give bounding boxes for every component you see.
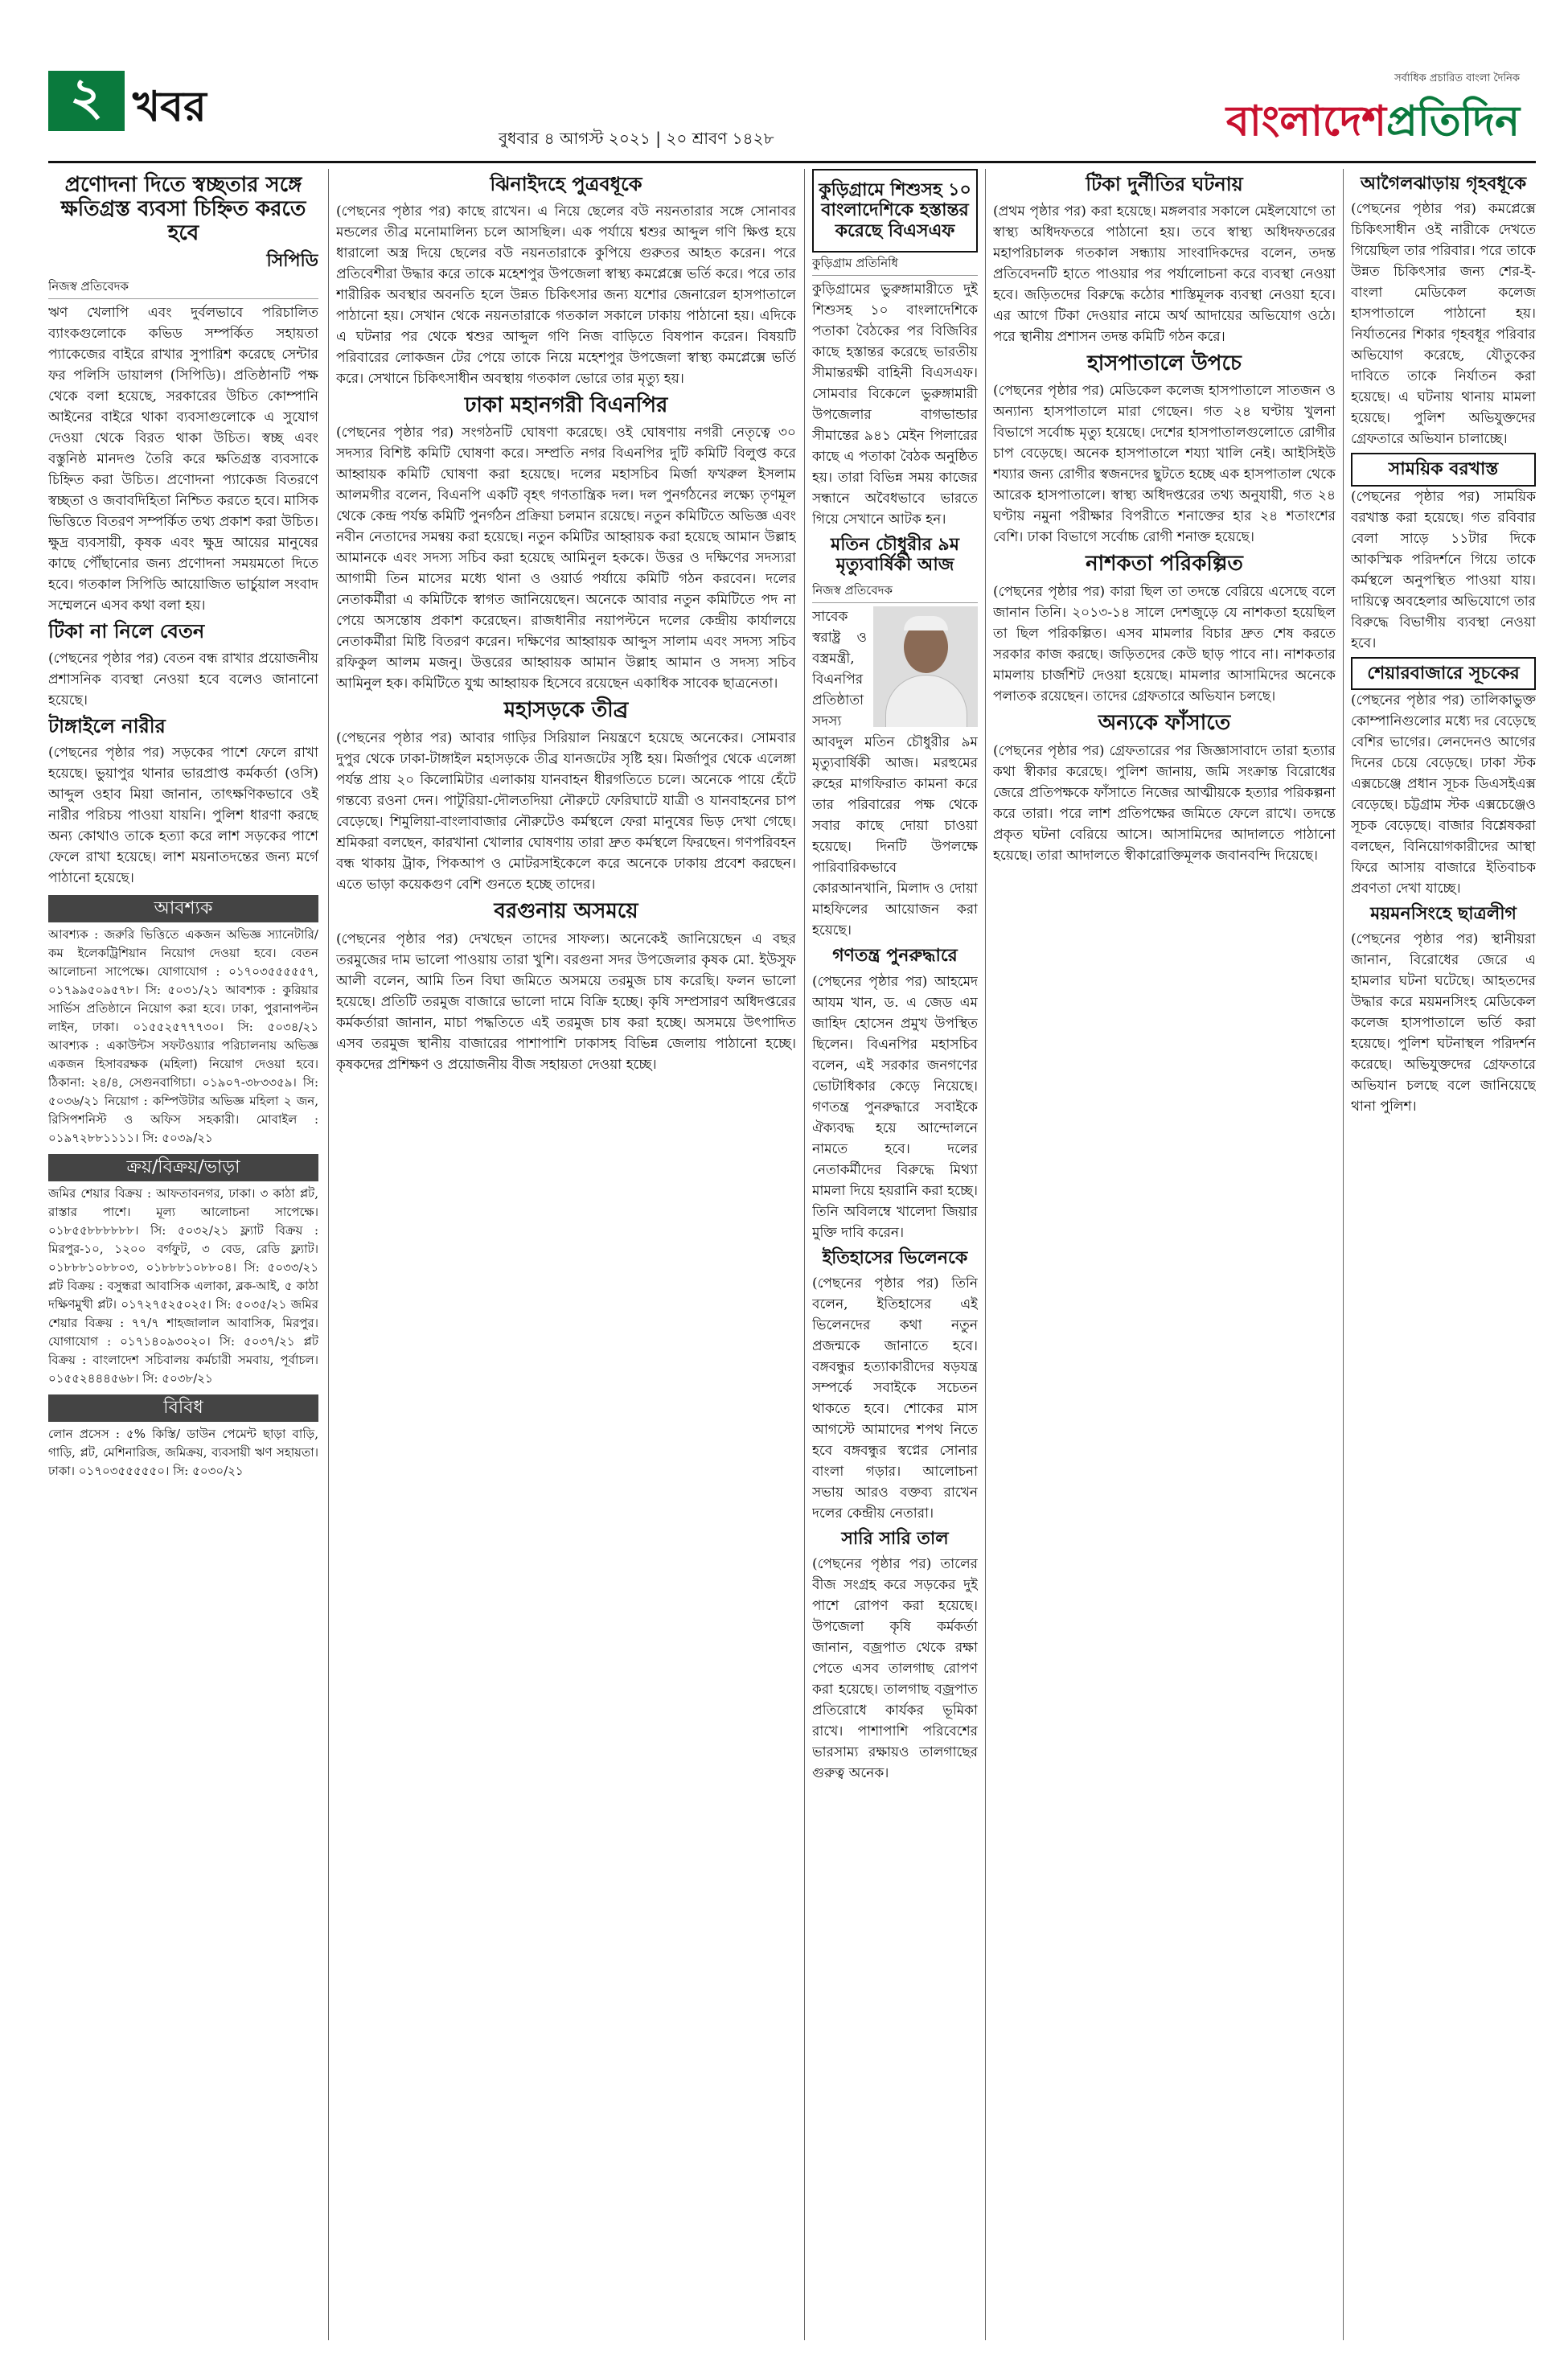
article-headline: টিকা না নিলে বেতন xyxy=(48,619,205,643)
logo-part-2: প্রতিদিন xyxy=(1386,97,1520,146)
column-5 xyxy=(1351,169,1536,2340)
article-headline: হাসপাতালে উপচে xyxy=(1087,351,1242,376)
logo-part-1: বাংলাদেশ xyxy=(1225,97,1387,146)
article-headline: অন্যকে ফাঁসাতে xyxy=(1098,711,1231,736)
classified-heading: আবশ্যক xyxy=(48,895,318,922)
article-body: (পেছনের পৃষ্ঠার পর) তালের বীজ সংগ্রহ করে সড়কের দুই পাশে রোপণ করা হয়েছে। উপজেলা কৃষি কর্মকর্তা জানান, বজ্রপাত থেকে রক্ষা পেতে এসব তালগাছ রোপণ করা হয়েছে। তালগাছ বজ্রপাত প্রতিরোধে কার্যকর ভূমিকা রাখে। পাশাপাশি পরিবেশের ভারসাম্য রক্ষায়ও তালগাছের গুরুত্ব অনেক। xyxy=(812,1556,978,1782)
column-1 xyxy=(48,169,318,2340)
article-headline: কুড়িগ্রামে শিশুসহ ১০ বাংলাদেশিকে হস্তান্তর করেছে বিএসএফ xyxy=(819,180,971,241)
portrait-cap-shape xyxy=(904,616,948,630)
article-body: ঋণ খেলাপি এবং দুর্বলভাবে পরিচালিত ব্যাংকগুলোকে কভিড সম্পর্কিত সহায়তা প্যাকেজের বাইরে রাখার সুপারিশ করেছে সেন্টার ফর পলিসি ডায়ালগ (সিপিডি)। প্রতিষ্ঠানটি পক্ষ থেকে বলা হয়েছে, সরকারের উচিত কোম্পানি আইনের বাইরে থাকা ব্যবসাগুলোকে এ সুযোগ দেওয়া থেকে বিরত থাকা উচিত। স্বচ্ছ এবং বস্তুনিষ্ঠ মানদণ্ড তৈরি করে ক্ষতিগ্রস্ত ব্যবসাকে চিহ্নিত করা উচিত। প্রণোদনা প্যাকেজ বিতরণে স্বচ্ছতা ও জবাবদিহিতা নিশ্চিত করতে হবে। মাসিক ভিত্তিতে বিতরণ সম্পর্কিত তথ্য প্রকাশ করা উচিত। ক্ষুদ্র ব্যবসায়ী, কৃষক এবং ক্ষুদ্র আয়ের মানুষের কাছে পৌঁছানোর জন্য প্রণোদনা সময়মতো দিতে হবে। গতকাল সিপিডি আয়োজিত ভার্চুয়াল সংবাদ সম্মেলনে এসব কথা বলা হয়। xyxy=(48,304,318,614)
page-number: ২ xyxy=(48,71,125,131)
classified-heading: বিবিধ xyxy=(48,1394,318,1422)
article-headline: নাশকতা পরিকল্পিত xyxy=(1086,552,1243,577)
column-divider xyxy=(1343,169,1344,2340)
byline: নিজস্ব প্রতিবেদক xyxy=(812,580,978,603)
article-body: সাবেক স্বরাষ্ট্র ও বস্ত্রমন্ত্রী, বিএনপির প্রতিষ্ঠাতা সদস্য আবদুল মতিন চৌধুরীর ৯ম মৃত্যুবার্ষিকী আজ। মরহুমের রুহের মাগফিরাত কামনা করে তার পরিবারের পক্ষ থেকে সবার কাছে দোয়া চাওয়া হয়েছে। দিনটি উপলক্ষে পারিবারিকভাবে কোরআনখানি, মিলাদ ও দোয়া মাহফিলের আয়োজন করা হয়েছে। xyxy=(812,609,978,939)
article-headline: বরগুনায় অসময়ে xyxy=(494,899,638,924)
article-body: (পেছনের পৃষ্ঠার পর) কাছে রাখেন। এ নিয়ে ছেলের বউ নয়নতারার সঙ্গে সোনাবর মন্ডলের তীব্র মনোমালিন্য চলে আসছিল। এক পর্যায়ে শ্বশুর আব্দুল গণি ক্ষিপ্ত হয়ে ধারালো অস্ত্র দিয়ে ছেলের বউ নয়নতারাকে কুপিয়ে গুরুতর আহত করেন। পরে প্রতিবেশীরা উদ্ধার করে তাকে মহেশপুর উপজেলা স্বাস্থ্য কমপ্লেক্সে ভর্তি করে। পরে তার শারীরিক অবস্থার অবনতি হলে উন্নত চিকিৎসার জন্য যশোর জেনারেল হাসপাতালে পাঠানো হয়। সেখান থেকে নয়নতারাকে গতকাল সকালে ঢাকায় পাঠানো হয়। এদিকে এ ঘটনার পর থেকে শ্বশুর আব্দুল গণি নিজ বাড়িতে বিষপান করেন। বিষয়টি পরিবারের লোকজন টের পেয়ে তাকে নিয়ে মহেশপুর উপজেলা স্বাস্থ্য কমপ্লেক্সে ভর্তি করে। সেখানে চিকিৎসাধীন অবস্থায় গতকাল ভোরে তার মৃত্যু হয়। xyxy=(336,203,796,387)
article-body: (পেছনের পৃষ্ঠার পর) মেডিকেল কলেজ হাসপাতালে সাতজন ও অন্যান্য হাসপাতালে মারা গেছেন। গত ২৪ ঘণ্টায় খুলনা বিভাগে সর্বোচ্চ মৃত্যু হয়েছে। দেশের হাসপাতালগুলোতে রোগীর চাপ বেড়েছে। অনেক হাসপাতালে শয্যা খালি নেই। আইসিইউ শয্যার জন্য রোগীর স্বজনদের ছুটতে হচ্ছে এক হাসপাতাল থেকে আরেক হাসপাতালে। স্বাস্থ্য অধিদপ্তরের তথ্য অনুযায়ী, গত ২৪ ঘণ্টায় নমুনা পরীক্ষার বিপরীতে শনাক্তের হার ২৪ শতাংশের বেশি। ঢাকা বিভাগে সর্বোচ্চ রোগী শনাক্ত হয়েছে। xyxy=(993,383,1336,546)
article-headline: ঝিনাইদহে পুত্রবধূকে xyxy=(490,173,642,195)
headline-kicker: সিপিডি xyxy=(266,250,318,271)
lead-headline: প্রণোদনা দিতে স্বচ্ছতার সঙ্গে ক্ষতিগ্রস্ত ব্যবসা চিহ্নিত করতে হবে xyxy=(60,173,306,245)
column-3 xyxy=(812,169,978,2340)
article-headline: সারি সারি তাল xyxy=(841,1529,949,1550)
article-headline: সাময়িক বরখাস্ত xyxy=(1388,459,1499,480)
article-headline: শেয়ারবাজারে সূচকের xyxy=(1367,663,1520,684)
article-headline: ঢাকা মহানগরী বিএনপির xyxy=(464,392,668,417)
column-divider xyxy=(328,169,329,2340)
article-body: (পেছনের পৃষ্ঠার পর) সাময়িক বরখাস্ত করা হয়েছে। গত রবিবার বেলা সাড়ে ১১টার দিকে আকস্মিক পরিদর্শনে গিয়ে তাকে কর্মস্থলে অনুপস্থিত পাওয়া যায়। দায়িত্বে অবহেলার অভিযোগে তার বিরুদ্ধে বিভাগীয় ব্যবস্থা নেওয়া হবে। xyxy=(1351,488,1536,651)
article-headline: মহাসড়কে তীব্র xyxy=(503,698,629,723)
article-body: (পেছনের পৃষ্ঠার পর) বেতন বন্ধ রাখার প্রয়োজনীয় প্রশাসনিক ব্যবস্থা নেওয়া হবে বলেও জানানো হয়েছে। xyxy=(48,650,318,709)
article-headline: ময়মনসিংহে ছাত্রলীগ xyxy=(1370,903,1517,924)
boxed-headline xyxy=(1351,453,1536,486)
byline: কুড়িগ্রাম প্রতিনিধি xyxy=(812,253,978,276)
header-rule xyxy=(48,161,1536,163)
article-body: কুড়িগ্রামের ভুরুঙ্গামারীতে দুই শিশুসহ ১০ বাংলাদেশিকে পতাকা বৈঠকের পর বিজিবির কাছে হস্তান্তর করেছে ভারতীয় সীমান্তরক্ষী বাহিনী বিএসএফ। সোমবার বিকেলে ভুরুঙ্গামারী উপজেলার বাগভান্ডার সীমান্তের ৯৪১ মেইন পিলারের কাছে এ পতাকা বৈঠক অনুষ্ঠিত হয়। তারা বিভিন্ন সময় কাজের সন্ধানে অবৈধভাবে ভারতে গিয়ে সেখানে আটক হন। xyxy=(812,281,978,528)
dateline: বুধবার ৪ আগস্ট ২০২১ | ২০ শ্রাবণ ১৪২৮ xyxy=(499,129,774,148)
classified-heading: ক্রয়/বিক্রয়/ভাড়া xyxy=(48,1154,318,1181)
article-body: (পেছনের পৃষ্ঠার পর) কমপ্লেক্সে চিকিৎসাধীন ওই নারীকে দেখতে গিয়েছিল তার পরিবার। পরে তাকে উন্নত চিকিৎসার জন্য শের-ই-বাংলা মেডিকেল কলেজ হাসপাতালে পাঠানো হয়। নির্যাতনের শিকার গৃহবধূর পরিবার অভিযোগ করেছে, যৌতুকের দাবিতে তাকে নির্যাতন করা হয়েছে। এ ঘটনায় থানায় মামলা হয়েছে। পুলিশ অভিযুক্তদের গ্রেফতারে অভিযান চালাচ্ছে। xyxy=(1351,201,1536,448)
boxed-story xyxy=(812,169,978,253)
logo-tagline: সর্বাধিক প্রচারিত বাংলা দৈনিক xyxy=(1394,72,1520,84)
byline: নিজস্ব প্রতিবেদক xyxy=(48,276,318,299)
article-body: (পেছনের পৃষ্ঠার পর) তালিকাভুক্ত কোম্পানিগুলোর মধ্যে দর বেড়েছে বেশির ভাগের। লেনদেনও আগের দিনের চেয়ে বেড়েছে। ঢাকা স্টক এক্সচেঞ্জে প্রধান সূচক ডিএসইএক্স বেড়েছে। চট্টগ্রাম স্টক এক্সচেঞ্জেও সূচক বেড়েছে। বাজার বিশ্লেষকরা বলছেন, বিনিয়োগকারীদের আস্থা ফিরে আসায় বাজারে ইতিবাচক প্রবণতা দেখা যাচ্ছে। xyxy=(1351,692,1536,897)
column-divider xyxy=(804,169,805,2340)
article-headline: টিকা দুর্নীতির ঘটনায় xyxy=(1086,173,1243,195)
article-body: (পেছনের পৃষ্ঠার পর) সড়কের পাশে ফেলে রাখা হয়েছে। ভুয়াপুর থানার ভারপ্রাপ্ত কর্মকর্তা (ওসি) আব্দুল ওহাব মিয়া জানান, তাৎক্ষণিকভাবে ওই নারীর পরিচয় পাওয়া যায়নি। পুলিশ ধারণা করছে অন্য কোথাও তাকে হত্যা করে লাশ সড়কের পাশে ফেলে রাখা হয়েছে। লাশ ময়নাতদন্তের জন্য মর্গে পাঠানো হয়েছে। xyxy=(48,745,318,887)
article-body: (পেছনের পৃষ্ঠার পর) আবার গাড়ির সিরিয়াল নিয়ন্ত্রণে হয়েছে অনেকের। সোমবার দুপুর থেকে ঢাকা-টাঙ্গাইল মহাসড়কে তীব্র যানজটের সৃষ্টি হয়। মির্জাপুর থেকে এলেঙ্গা পর্যন্ত প্রায় ২০ কিলোমিটার এলাকায় যানবাহন ধীরগতিতে চলে। অনেকে পায়ে হেঁটে গন্তব্যে রওনা দেন। পাটুরিয়া-দৌলতদিয়া নৌরুটে ফেরিঘাটে যাত্রী ও যানবাহনের চাপ বেড়েছে। শিমুলিয়া-বাংলাবাজার নৌরুটেও কর্মস্থলে ফেরা মানুষের ভিড় দেখা গেছে। শ্রমিকরা বলছেন, কারখানা খোলার ঘোষণায় তারা দ্রুত কর্মস্থলে ফিরছেন। গণপরিবহন বন্ধ থাকায় ট্রাক, পিকআপ ও মোটরসাইকেলে করে অনেকে ঢাকায় প্রবেশ করছেন। এতে ভাড়া কয়েকগুণ বেশি গুনতে হচ্ছে তাদের। xyxy=(336,730,796,893)
article-headline: ইতিহাসের ভিলেনকে xyxy=(822,1247,968,1268)
section-title: খবর xyxy=(133,83,207,131)
article-body: (পেছনের পৃষ্ঠার পর) স্থানীয়রা জানান, বিরোধের জেরে এ হামলার ঘটনা ঘটেছে। আহতদের উদ্ধার করে ময়মনসিংহ মেডিকেল কলেজ হাসপাতালে ভর্তি করা হয়েছে। পুলিশ ঘটনাস্থল পরিদর্শন করেছে। অভিযুক্তদের গ্রেফতারে অভিযান চলছে বলে জানিয়েছে থানা পুলিশ। xyxy=(1351,931,1536,1115)
article-body: (পেছনের পৃষ্ঠার পর) তিনি বলেন, ইতিহাসের এই ভিলেনদের কথা নতুন প্রজন্মকে জানাতে হবে। বঙ্গবন্ধুর হত্যাকারীদের ষড়যন্ত্র সম্পর্কে সবাইকে সচেতন থাকতে হবে। শোকের মাস আগস্টে আমাদের শপথ নিতে হবে বঙ্গবন্ধুর স্বপ্নের সোনার বাংলা গড়ার। আলোচনা সভায় আরও বক্তব্য রাখেন দলের কেন্দ্রীয় নেতারা। xyxy=(812,1275,978,1522)
newspaper-logo xyxy=(1166,71,1520,159)
column-divider xyxy=(985,169,986,2340)
boxed-headline xyxy=(1351,657,1536,690)
article-body: (পেছনের পৃষ্ঠার পর) কারা ছিল তা তদন্তে বেরিয়ে এসেছে বলে জানান তিনি। ২০১৩-১৪ সালে দেশজুড়ে যে নাশকতা হয়েছিল তা ছিল পরিকল্পিত। এসব মামলার বিচার দ্রুত শেষ করতে সরকার কাজ করছে। জড়িতদের কেউ ছাড় পাবে না। নাশকতার মামলায় চার্জশিট দেওয়া হয়েছে। মামলার আসামিদের অনেকে পলাতক রয়েছেন। তাদের গ্রেফতারে অভিযান চলছে। xyxy=(993,584,1336,705)
article-headline: মতিন চৌধুরীর ৯ম মৃত্যুবার্ষিকী আজ xyxy=(831,534,959,576)
article-headline: গণতন্ত্র পুনরুদ্ধারে xyxy=(832,946,958,967)
article-headline: টাঙ্গাইলে নারীর xyxy=(48,714,166,737)
portrait-body-shape xyxy=(885,675,967,727)
article-body: (পেছনের পৃষ্ঠার পর) সংগঠনটি ঘোষণা করেছে। ওই ঘোষণায় নগরী নেতৃত্বে ৩০ সদস্যর বিশিষ্ট কমিটি ঘোষণা করে। সম্প্রতি নগর বিএনপির দুটি কমিটি বিলুপ্ত করে আহ্বায়ক কমিটি ঘোষণা করা হয়েছে। দলের মহাসচিব মির্জা ফখরুল ইসলাম আলমগীর বলেন, বিএনপি একটি বৃহৎ গণতান্ত্রিক দল। দল পুনর্গঠনের লক্ষ্যে তৃণমূল থেকে কেন্দ্র পর্যন্ত কমিটি পুনর্গঠন প্রক্রিয়া চলমান রয়েছে। নতুন কমিটিতে অভিজ্ঞ এবং নবীন নেতাদের সমন্বয় করা হয়েছে। নতুন কমিটির আহ্বায়ক করা হয়েছে আমান উল্লাহ আমানকে এবং সদস্য সচিব করা হয়েছে আমিনুল হককে। উত্তর ও দক্ষিণের সদস্যরা আগামী তিন মাসের মধ্যে থানা ও ওয়ার্ড পর্যায়ে কমিটি গঠন করবেন। দলের নেতাকর্মীরা এ কমিটিকে স্বাগত জানিয়েছেন। অনেকে আবার নতুন কমিটিতে পদ না পেয়ে অসন্তোষ প্রকাশ করেছেন। রাজধানীর নয়াপল্টনে দলের কেন্দ্রীয় কার্যালয়ে নেতাকর্মীরা মিষ্টি বিতরণ করেন। দক্ষিণের আহ্বায়ক আব্দুস সালাম এবং সদস্য সচিব রফিকুল আলম মজনু। উত্তরের আহ্বায়ক আমান উল্লাহ আমান ও সদস্য সচিব আমিনুল হক। কমিটিতে যুগ্ম আহ্বায়ক হিসেবে রয়েছেন একাধিক সাবেক ছাত্রনেতা। xyxy=(336,425,796,692)
article-headline: আগৈলঝাড়ায় গৃহবধূকে xyxy=(1360,174,1527,194)
article-body: (প্রথম পৃষ্ঠার পর) করা হয়েছে। মঙ্গলবার সকালে মেইলযোগে তা স্বাস্থ্য অধিদফতরে পাঠানো হয়। তবে স্বাস্থ্য অধিদফতরের মহাপরিচালক গতকাল সন্ধ্যায় সাংবাদিকদের বলেন, তদন্ত প্রতিবেদনটি হাতে পাওয়ার পর পর্যালোচনা করে ব্যবস্থা নেওয়া হবে। জড়িতদের বিরুদ্ধে কঠোর শাস্তিমূলক ব্যবস্থা নেওয়া হবে। এর আগে টিকা দেওয়ার নামে অর্থ আদায়ের অভিযোগ ওঠে। পরে স্থানীয় প্রশাসন তদন্ত কমিটি গঠন করে। xyxy=(993,203,1336,345)
logo-wordmark xyxy=(1226,88,1520,158)
classified-ads: আবশ্যক : জরুরি ভিত্তিতে একজন অভিজ্ঞ স্যানেটারি/কম ইলেকট্রিশিয়ান নিয়োগ দেওয়া হবে। বেতন আলোচনা সাপেক্ষে। যোগাযোগ : ০১৭০৩৫৫৫৫৫৭, ০১৭৯৯৫০৯৫৭৮। সি: ৫০৩১/২১ আবশ্যক : কুরিয়ার সার্ভিস প্রতিষ্ঠানে নিয়োগ করা হবে। ঢাকা, পুরানাপল্টন লাইন, ঢাকা। ০১৫৫২৫৭৭৭৩০। সি: ৫০৩৪/২১ আবশ্যক : একাউন্টস সফটওয়্যার পরিচালনায় অভিজ্ঞ একজন হিসাবরক্ষক (মহিলা) নিয়োগ দেওয়া হবে। ঠিকানা: ২৪/৪, সেগুনবাগিচা। ০১৯০৭-৩৮৩৩৫৯। সি: ৫০৩৬/২১ নিয়োগ : কম্পিউটার অভিজ্ঞ মহিলা ২ জন, রিসিপশনিস্ট ও অফিস সহকারী। মোবাইল : ০১৯৭২৮৮১১১১। সি: ৫০৩৯/২১ xyxy=(48,927,318,1146)
article-body: (পেছনের পৃষ্ঠার পর) গ্রেফতারের পর জিজ্ঞাসাবাদে তারা হত্যার কথা স্বীকার করেছে। পুলিশ জানায়, জমি সংক্রান্ত বিরোধের জেরে প্রতিপক্ষকে ফাঁসাতে নিজের আত্মীয়কে হত্যার পরিকল্পনা করে তারা। পরে লাশ প্রতিপক্ষের জমিতে ফেলে রাখে। তদন্তে প্রকৃত ঘটনা বেরিয়ে আসে। আসামিদের আদালতে পাঠানো হয়েছে। তারা আদালতে স্বীকারোক্তিমূলক জবানবন্দি দিয়েছে। xyxy=(993,743,1336,865)
classified-ads: জমির শেয়ার বিক্রয় : আফতাবনগর, ঢাকা। ৩ কাঠা প্লট, রাস্তার পাশে। মূল্য আলোচনা সাপেক্ষে। ০১৮৫৫৮৮৮৮৮৮। সি: ৫০৩২/২১ ফ্ল্যাট বিক্রয় : মিরপুর-১০, ১২০০ বর্গফুট, ৩ বেড, রেডি ফ্ল্যাট। ০১৮৮৮১০৮৮০৩, ০১৮৮৮১০৮৮০৪। সি: ৫০৩৩/২১ প্লট বিক্রয় : বসুন্ধরা আবাসিক এলাকা, ব্লক-আই, ৫ কাঠা দক্ষিণমুখী প্লট। ০১৭২৭৫২৫০২৫। সি: ৫০৩৫/২১ জমির শেয়ার বিক্রয় : ৭৭/৭ শাহজালাল আবাসিক, মিরপুর। যোগাযোগ : ০১৭১৪০৯৩০২০। সি: ৫০৩৭/২১ প্লট বিক্রয় : বাংলাদেশ সচিবালয় কর্মচারী সমবায়, পূর্বাচল। ০১৫৫২৪৪৪৫৬৮। সি: ৫০৩৮/২১ xyxy=(48,1186,318,1386)
column-4 xyxy=(993,169,1336,2340)
column-2 xyxy=(336,169,796,2340)
masthead xyxy=(48,68,1536,159)
classified-ads: লোন প্রসেস : ৫% কিস্তি/ ডাউন পেমেন্ট ছাড়া বাড়ি, গাড়ি, প্লট, মেশিনারিজ, জমিক্রয়, ব্যবসায়ী ঋণ সহায়তা। ঢাকা। ০১৭০৩৫৫৫৫৫০। সি: ৫০৩০/২১ xyxy=(48,1427,318,1479)
article-body: (পেছনের পৃষ্ঠার পর) আহমেদ আযম খান, ড. এ জেড এম জাহিদ হোসেন প্রমুখ উপস্থিত ছিলেন। বিএনপির মহাসচিব বলেন, এই সরকার জনগণের ভোটাধিকার কেড়ে নিয়েছে। গণতন্ত্র পুনরুদ্ধারে সবাইকে ঐক্যবদ্ধ হয়ে আন্দোলনে নামতে হবে। দলের নেতাকর্মীদের বিরুদ্ধে মিথ্যা মামলা দিয়ে হয়রানি করা হচ্ছে। তিনি অবিলম্বে খালেদা জিয়ার মুক্তি দাবি করেন। xyxy=(812,973,978,1241)
portrait-photo xyxy=(873,606,978,727)
article-body: (পেছনের পৃষ্ঠার পর) দেখছেন তাদের সাফল্য। অনেকেই জানিয়েছেন এ বছর তরমুজের দাম ভালো পাওয়ায় তারা খুশি। বরগুনা সদর উপজেলার কৃষক মো. ইউসুফ আলী বলেন, আমি তিন বিঘা জমিতে অসময়ে তরমুজ চাষ করেছি। ফলন ভালো হয়েছে। প্রতিটি তরমুজ বাজারে ভালো দামে বিক্রি হচ্ছে। কৃষি সম্প্রসারণ অধিদপ্তরের কর্মকর্তারা জানান, মাচা পদ্ধতিতে এই তরমুজ চাষ করা হচ্ছে। অসময়ে উৎপাদিত এসব তরমুজ স্থানীয় বাজারের পাশাপাশি ঢাকাসহ বিভিন্ন জেলায় পাঠানো হচ্ছে। কৃষকদের প্রশিক্ষণ ও প্রয়োজনীয় বীজ সহায়তা দেওয়া হচ্ছে। xyxy=(336,931,796,1074)
